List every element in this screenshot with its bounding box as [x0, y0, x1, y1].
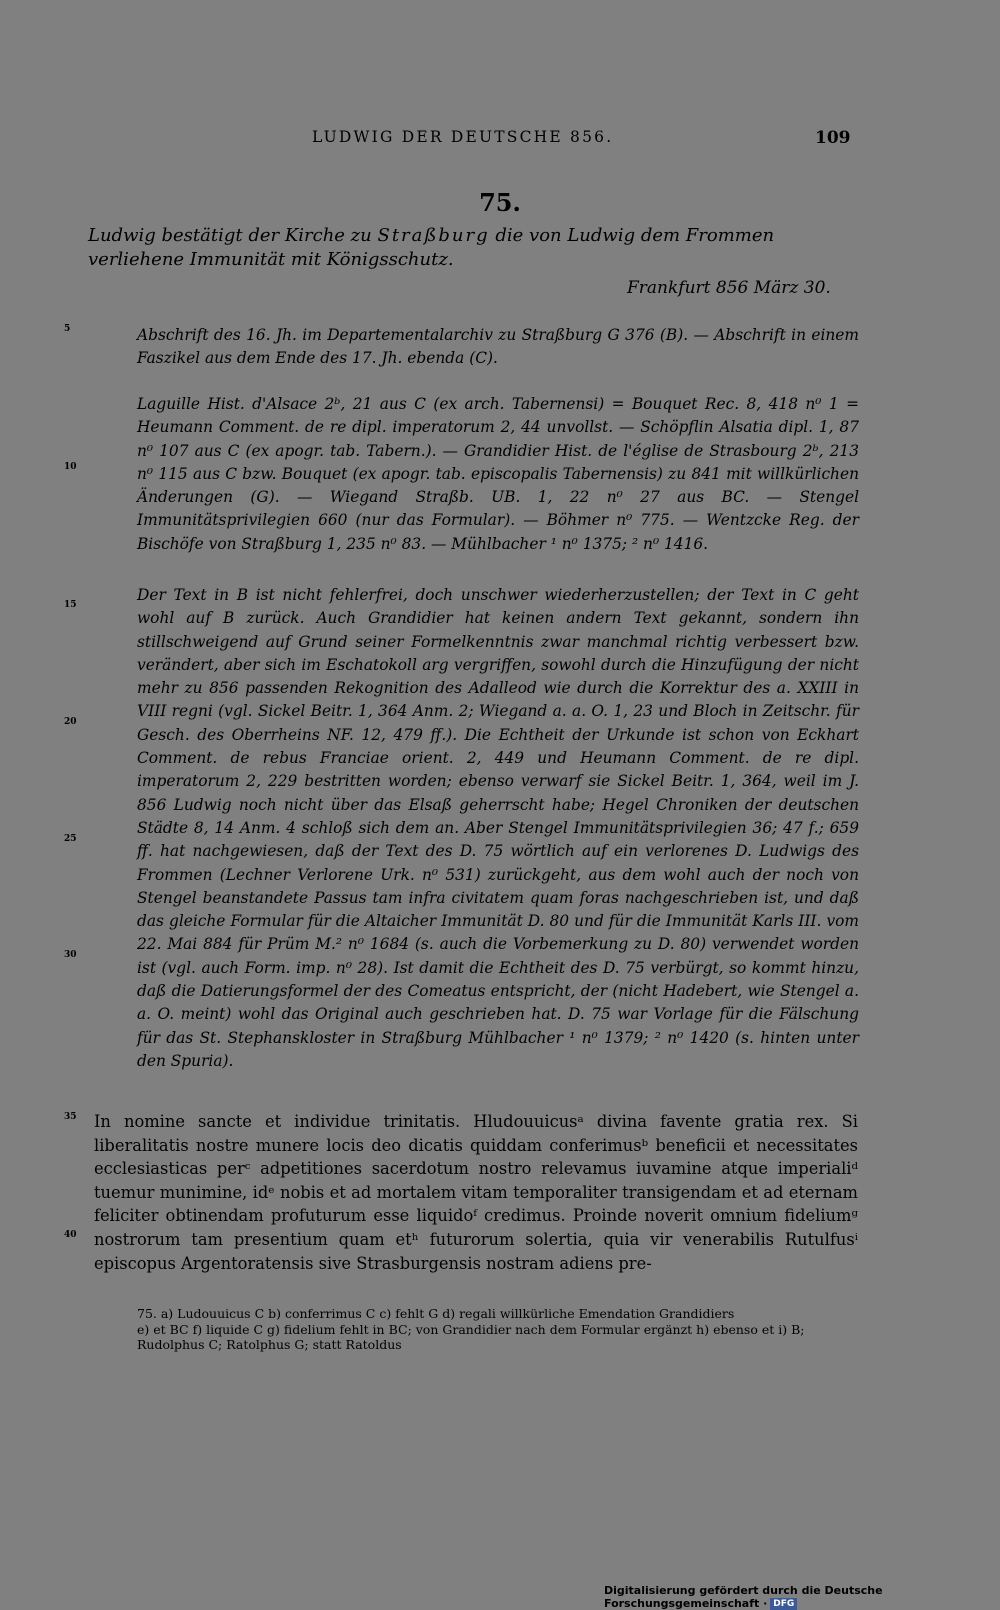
regest-place: Straßburg [377, 225, 490, 246]
line-number-25: 25 [64, 834, 77, 844]
commentary [137, 584, 859, 1073]
line-number-5: 5 [64, 324, 71, 334]
regest-text-a: Ludwig bestätigt der Kirche zu [88, 225, 378, 246]
manuscript-tradition [137, 324, 859, 371]
page-header [0, 128, 1000, 156]
commentary-text: Der Text in B ist nicht fehlerfrei, doch unschwer wiederherzustellen; der Text in C geht wohl auf B zurück. Auch Grandidier hat keinen andern Text gekannt, sondern ihn stillschweigend auf Grund seiner Formelkenntnis zwar manchmal richtig verbessert bzw. verändert, aber sich im Eschatokoll arg vergriffen, sowohl durch die Hinzufügung der nicht mehr zu 856 passenden Rekognition des Adalleod wie durch die Korrektur des a. XXIII in VIII regni (vgl. Sickel Beitr. 1, 364 Anm. 2; Wiegand a. a. O. 1, 23 und Bloch in Zeitschr. für Gesch. des Oberrheins NF. 12, 479 ff.). Die Echtheit der Urkunde ist schon von Eckhart Comment. de rebus Franciae orient. 2, 449 und Heumann Comment. de re dipl. imperatorum 2, 229 bestritten worden; ebenso verwarf sie Sickel Beitr. 1, 364, weil im J. 856 Ludwig noch nicht über das Elsaß geherrscht habe; Hegel Chroniken der deutschen Städte 8, 14 Anm. 4 schloß sich dem an. Aber Stengel Immunitätsprivilegien 36; 47 f.; 659 ff. hat nachgewiesen, daß der Text des D. 75 wörtlich auf ein verlorenes D. Ludwigs des Frommen (Lechner Verlorene Urk. n⁰ 531) zurückgeht, aus dem wohl auch der noch von Stengel beanstandete Passus tam infra civitatem quam foras nachgeschrieben ist, und daß das gleiche Formular für die Altaicher Immunität D. 80 und für die Immunität Karls III. vom 22. Mai 884 für Prüm M.² n⁰ 1684 (s. auch die Vorbemerkung zu D. 80) verwendet worden ist (vgl. auch Form. imp. n⁰ 28). Ist damit die Echtheit des D. 75 verbürgt, so kommt hinzu, daß die Datierungsformel der des Comeatus entspricht, der (nicht Hadebert, wie Stengel a. a. O. meint) wohl das Original auch geschrieben hat. D. 75 war Vorlage für die Fälschung für das St. Stephanskloster in Straßburg Mühlbacher ¹ n⁰ 1379; ² n⁰ 1420 (s. hinten unter den Spuria). [137, 586, 859, 1070]
dfg-logo: DFG [770, 1598, 797, 1610]
line-number-30: 30 [64, 950, 77, 960]
textual-notes [137, 1306, 859, 1353]
manuscript-tradition-text: Abschrift des 16. Jh. im Departementalarchiv zu Straßburg G 376 (B). — Abschrift in einem Faszikel aus dem Ende des 17. Jh. ebenda (C). [137, 326, 859, 368]
footer [604, 1584, 1000, 1610]
charter-text-body: In nomine sancte et individue trinitatis. Hludouuicusᵃ divina favente gratia rex. Si liberalitatis nostre munere locis deo dicatis quiddam conferimusᵇ beneficii et necessitates ecclesiasticas perᶜ adpetitiones sacerdotum nostro relevamus iuvamine atque imperialiᵈ tuemur munimine, idᵉ nobis et ad mortalem vitam temporaliter transigendam et ad eternam feliciter obtinendam profuturum esse liquidoᶠ credimus. Proinde noverit omnium fideliumᵍ nostrorum tam presentium quam etʰ futurorum solertia, quia vir venerabilis Rutulfusⁱ episcopus Argentoratensis sive Strasburgensis nostram adiens pre- [94, 1112, 858, 1273]
notes-line-1: 75. a) Ludouuicus C b) conferrimus C c) fehlt G d) regali willkürliche Emendation Grandidiers [137, 1306, 735, 1321]
regest [88, 224, 858, 272]
notes-line-2: e) et BC f) liquide C g) fidelium fehlt in BC; von Grandidier nach dem Formular ergänzt h) ebenso et i) B; Rudolphus C; Ratolphus G; statt Ratoldus [137, 1321, 805, 1352]
line-number-40: 40 [64, 1230, 77, 1240]
line-number-15: 15 [64, 600, 77, 610]
line-number-20: 20 [64, 717, 77, 727]
editions-list [137, 393, 859, 556]
document-date: Frankfurt 856 März 30. [627, 278, 831, 298]
editions-list-text: Laguille Hist. d'Alsace 2ᵇ, 21 aus C (ex arch. Tabernensi) = Bouquet Rec. 8, 418 n⁰ 1 = Heumann Comment. de re dipl. imperatorum 2, 44 unvollst. — Schöpflin Alsatia dipl. 1, 87 n⁰ 107 aus C (ex apogr. tab. Tabern.). — Grandidier Hist. de l'église de Strasbourg 2ᵇ, 213 n⁰ 115 aus C bzw. Bouquet (ex apogr. tab. episcopalis Tabernensis) zu 841 mit willkürlichen Änderungen (G). — Wiegand Straßb. UB. 1, 22 n⁰ 27 aus BC. — Stengel Immunitätsprivilegien 660 (nur das Formular). — Böhmer n⁰ 775. — Wentzcke Reg. der Bischöfe von Straßburg 1, 235 n⁰ 83. — Mühlbacher ¹ n⁰ 1375; ² n⁰ 1416. [137, 395, 859, 553]
charter-text [94, 1110, 858, 1275]
footer-text: Digitalisierung gefördert durch die Deutsche Forschungsgemeinschaft · [604, 1584, 883, 1610]
line-number-10: 10 [64, 462, 77, 472]
running-title: LUDWIG DER DEUTSCHE 856. [312, 128, 614, 146]
page-number: 109 [815, 128, 851, 148]
line-number-35: 35 [64, 1112, 77, 1122]
regest-text-c: die von Ludwig dem Frommen verliehene Immunität mit Königsschutz. [88, 225, 775, 270]
document-number: 75. [479, 188, 521, 217]
